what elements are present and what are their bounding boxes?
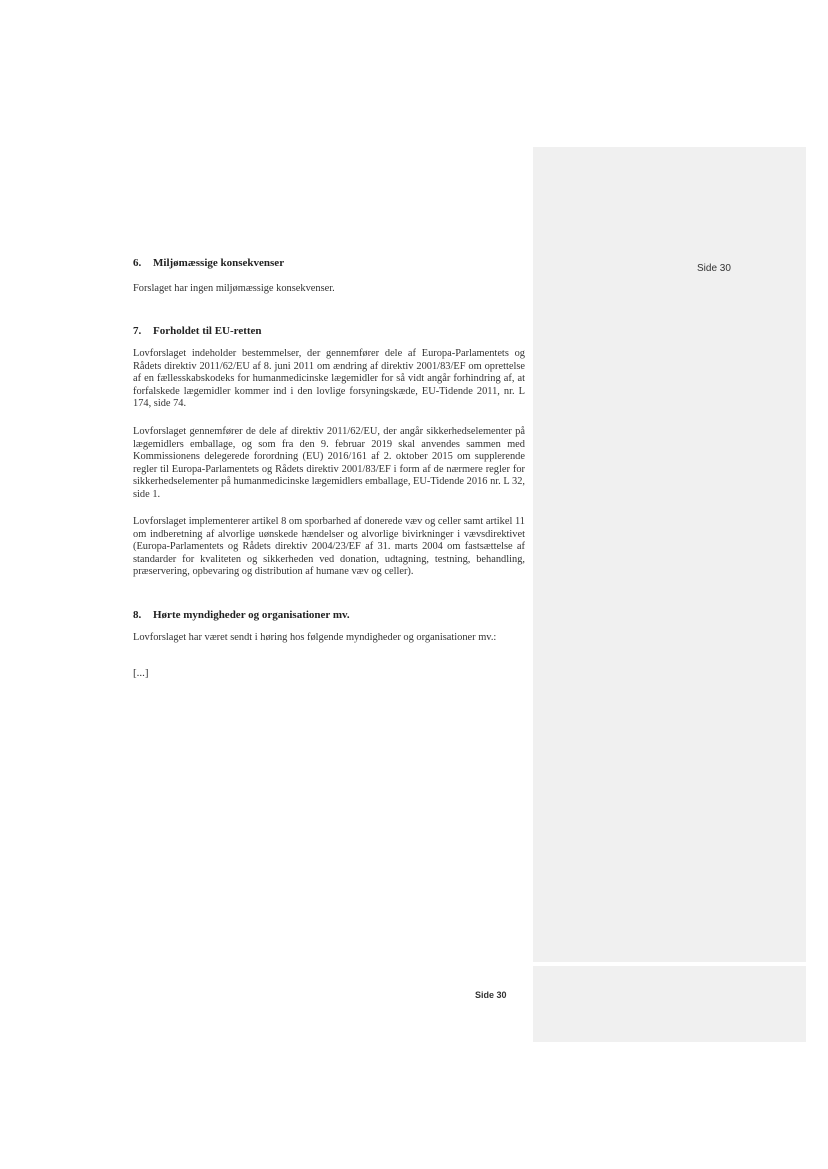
paragraph: Lovforslaget implementerer artikel 8 om sporbarhed af donerede væv og celler samt artikel 11 om indberetning af alvorlige uønskede hændelser og alvorlige bivirkninger i vævsdirektivet (Europa-Parlamentets og Rådets direktiv 2004/23/EF af 31. marts 2004 om fastsættelse af standarder for kvaliteten og sikkerheden ved donation, udtagning, testning, behandling, præservering, opbevaring og distribution af humane væv og celler). <box>133 516 525 577</box>
section-title: Miljømæssige konsekvenser <box>153 257 285 269</box>
section-number: 8. <box>133 609 142 621</box>
page-number-footer: Side 30 <box>475 990 507 1000</box>
omission-marker: [...] <box>133 667 149 679</box>
section-heading <box>133 324 262 339</box>
paragraph: Lovforslaget har været sendt i høring hos følgende myndigheder og organisationer mv.: <box>133 632 497 643</box>
section-number: 6. <box>133 257 142 269</box>
margin-divider <box>533 962 806 966</box>
page-number-margin: Side 30 <box>697 263 731 274</box>
margin-column <box>533 147 806 1042</box>
paragraph: Lovforslaget gennemfører de dele af direktiv 2011/62/EU, der angår sikkerhedselementer på lægemidlers emballage, og som fra den 9. februar 2019 skal anvendes sammen med Kommissionens delegerede forordning (EU) 2016/161 af 2. oktober 2015 om supplerende regler til Europa-Parlamentets og Rådets direktiv 2001/83/EF i form af de nærmere regler for sikkerhedselementer på humanmedicinske lægemidlers emballage, EU-Tidende 2016 nr. L 32, side 1. <box>133 426 525 500</box>
section-title: Forholdet til EU-retten <box>153 325 262 337</box>
paragraph: Forslaget har ingen miljømæssige konsekvenser. <box>133 283 335 294</box>
section-number: 7. <box>133 325 142 337</box>
section-heading <box>133 608 350 623</box>
section-heading <box>133 256 284 271</box>
section-title: Hørte myndigheder og organisationer mv. <box>153 609 350 621</box>
paragraph: Lovforslaget indeholder bestemmelser, der gennemfører dele af Europa-Parlamentets og Rådets direktiv 2011/62/EU af 8. juni 2011 om ændring af direktiv 2001/83/EF om oprettelse af en fællesskabskodeks for humanmedicinske lægemidler for så vidt angår forhindring af, at forfalskede lægemidler kommer ind i den lovlige forsyningskæde, EU-Tidende 2011, nr. L 174, side 74. <box>133 348 525 409</box>
